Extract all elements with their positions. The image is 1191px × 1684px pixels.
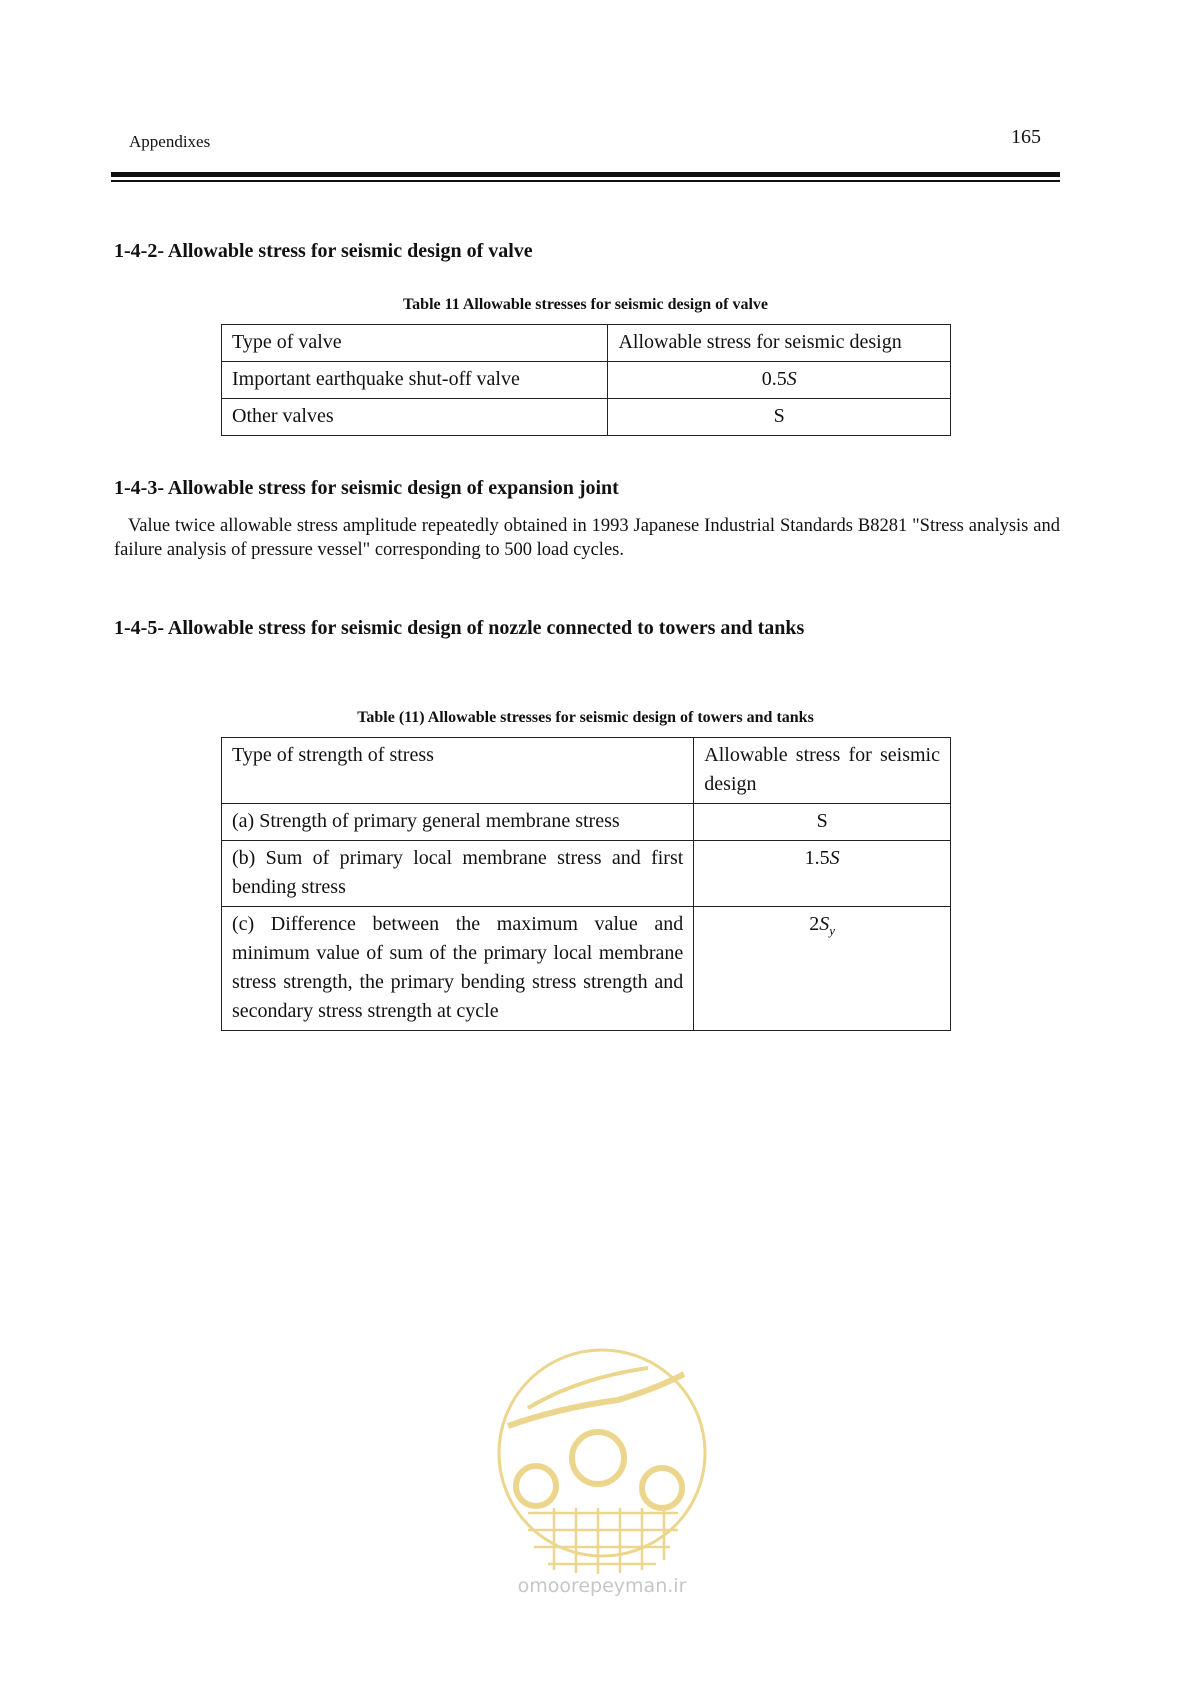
- table-header-row: [222, 738, 951, 804]
- stress-value-cell: [608, 362, 951, 399]
- stress-value-cell: [694, 841, 951, 907]
- value-symbol: S: [829, 847, 840, 869]
- table-row: [222, 399, 951, 436]
- value-subscript: y: [829, 923, 836, 938]
- column-header: Allowable stress for seismic design: [608, 325, 951, 362]
- header-rule: [111, 172, 1060, 177]
- valve-type-cell: Other valves: [222, 399, 608, 436]
- value-symbol: S: [819, 913, 830, 935]
- table-row: [222, 907, 951, 1031]
- table-caption-towers: Table (11) Allowable stresses for seismic design of towers and tanks: [357, 709, 814, 726]
- body-paragraph: [114, 514, 1060, 562]
- section-heading-1-4-5: 1-4-5- Allowable stress for seismic design of nozzle connected to towers and tanks: [114, 617, 805, 639]
- stress-value-cell: S: [694, 804, 951, 841]
- section-heading-1-4-3: 1-4-3- Allowable stress for seismic design of expansion joint: [114, 477, 619, 499]
- header-rule-thin: [111, 180, 1060, 182]
- section-heading-1-4-2: 1-4-2- Allowable stress for seismic design of valve: [114, 240, 533, 262]
- stress-type-cell: (c) Difference between the maximum value and minimum value of sum of the primary local membrane stress strength, the primary bending stress strength and secondary stress strength at cycle: [222, 907, 694, 1031]
- watermark-url: omoorepeyman.ir: [517, 1575, 687, 1597]
- value-symbol: S: [786, 368, 797, 390]
- table-caption-valve: Table 11 Allowable stresses for seismic design of valve: [402, 296, 769, 313]
- column-header: Type of strength of stress: [222, 738, 694, 804]
- table-header-row: [222, 325, 951, 362]
- watermark-seal-icon: [488, 1338, 718, 1598]
- valve-stress-table: [221, 324, 951, 436]
- stress-type-cell: (b) Sum of primary local membrane stress and first bending stress: [222, 841, 694, 907]
- table-row: [222, 362, 951, 399]
- value-coefficient: 2: [809, 913, 820, 935]
- valve-type-cell: Important earthquake shut-off valve: [222, 362, 608, 399]
- table-row: [222, 804, 951, 841]
- value-coefficient: 0.5: [761, 368, 787, 390]
- page-number: 165: [1011, 126, 1041, 148]
- stress-type-cell: (a) Strength of primary general membrane stress: [222, 804, 694, 841]
- column-header: Allowable stress for seismic design: [694, 738, 951, 804]
- paragraph-text: Value twice allowable stress amplitude repeatedly obtained in 1993 Japanese Industrial Standards B8281 "Stress analysis and failure analysis of pressure vessel" corresponding to 500 load cycles.: [114, 516, 1060, 560]
- running-header: Appendixes: [129, 132, 211, 151]
- stress-value-cell: [694, 907, 951, 1031]
- value-coefficient: 1.5: [804, 847, 830, 869]
- stress-value-cell: S: [608, 399, 951, 436]
- table-row: [222, 841, 951, 907]
- column-header: Type of valve: [222, 325, 608, 362]
- towers-stress-table: [221, 737, 951, 1031]
